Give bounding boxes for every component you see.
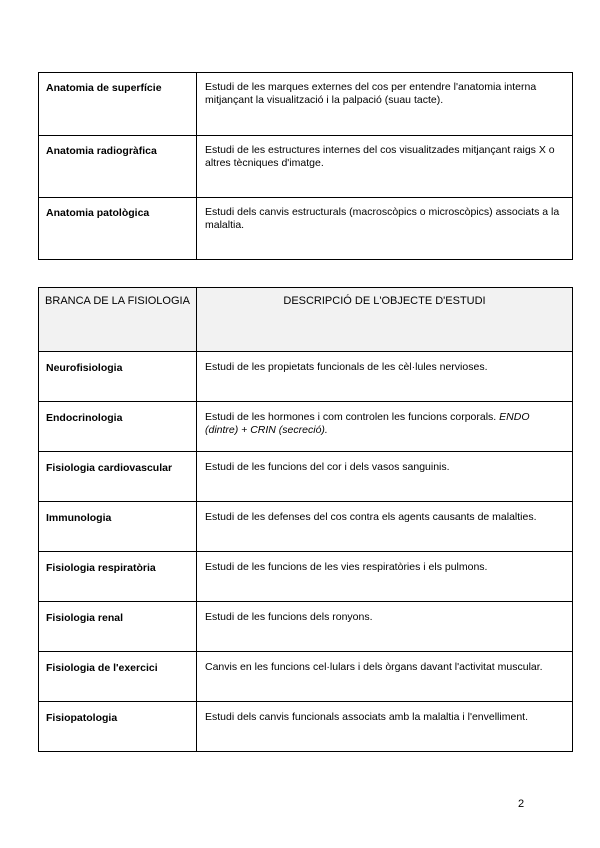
branch-description: Estudi dels canvis estructurals (macroscòpics o microscòpics) associats a la malaltia. xyxy=(197,198,573,260)
table-row xyxy=(39,402,573,452)
branch-description: Canvis en les funcions cel·lulars i dels òrgans davant l'activitat muscular. xyxy=(197,652,573,702)
branch-name: Anatomia radiogràfica xyxy=(39,136,197,198)
branch-name: Neurofisiologia xyxy=(39,352,197,402)
branch-description: Estudi de les funcions de les vies respiratòries i els pulmons. xyxy=(197,552,573,602)
table-row xyxy=(39,502,573,552)
table-row xyxy=(39,198,573,260)
table-row xyxy=(39,652,573,702)
branch-description: Estudi de les funcions dels ronyons. xyxy=(197,602,573,652)
branch-description: Estudi de les propietats funcionals de les cèl·lules nervioses. xyxy=(197,352,573,402)
branch-description: Estudi dels canvis funcionals associats amb la malaltia i l'envelliment. xyxy=(197,702,573,752)
branch-name: Immunologia xyxy=(39,502,197,552)
table-row xyxy=(39,73,573,136)
branch-name: Fisiologia respiratòria xyxy=(39,552,197,602)
branch-name: Anatomia de superfície xyxy=(39,73,197,136)
table-row xyxy=(39,552,573,602)
branch-name: Fisiopatologia xyxy=(39,702,197,752)
physiology-branches-table xyxy=(38,287,573,752)
branch-description: Estudi de les funcions del cor i dels vasos sanguinis. xyxy=(197,452,573,502)
branch-name: Fisiologia de l'exercici xyxy=(39,652,197,702)
branch-name: Endocrinologia xyxy=(39,402,197,452)
branch-name: Fisiologia renal xyxy=(39,602,197,652)
branch-name: Fisiologia cardiovascular xyxy=(39,452,197,502)
branch-description: Estudi de les marques externes del cos per entendre l'anatomia interna mitjançant la visualització i la palpació (suau tacte). xyxy=(197,73,573,136)
table-row xyxy=(39,602,573,652)
branch-name: Anatomia patològica xyxy=(39,198,197,260)
table-row xyxy=(39,352,573,402)
branch-description xyxy=(197,402,573,452)
table-row xyxy=(39,136,573,198)
description-text: Estudi de les hormones i com controlen les funcions corporals. xyxy=(205,411,497,423)
table-header-row xyxy=(39,288,573,352)
etymology-note: ENDO (dintre) + CRIN (secreció). xyxy=(205,411,530,436)
table-row xyxy=(39,452,573,502)
anatomy-branches-table xyxy=(38,72,573,260)
page-number: 2 xyxy=(518,798,525,810)
branch-description: Estudi de les defenses del cos contra els agents causants de malalties. xyxy=(197,502,573,552)
column-header-description: DESCRIPCIÓ DE L'OBJECTE D'ESTUDI xyxy=(197,288,573,352)
table-row xyxy=(39,702,573,752)
column-header-branch: BRANCA DE LA FISIOLOGIA xyxy=(39,288,197,352)
branch-description: Estudi de les estructures internes del cos visualitzades mitjançant raigs X o altres tècniques d'imatge. xyxy=(197,136,573,198)
